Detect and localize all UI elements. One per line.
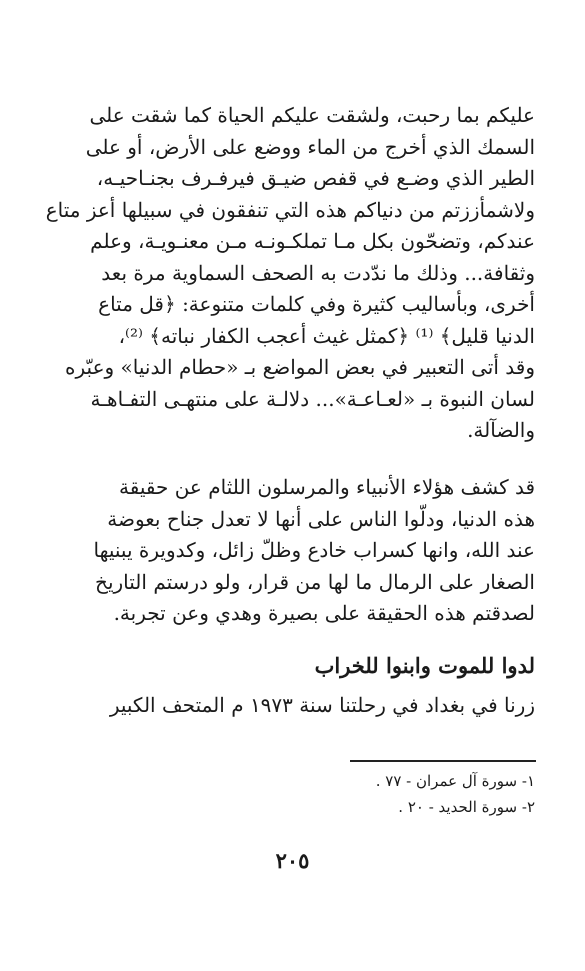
text-line: هذه الدنيا، ودلّوا الناس على أنها لا تعدل جناح بعوضة xyxy=(107,506,535,531)
paragraph-3: زرنا في بغداد في رحلتنا سنة ١٩٧٣ م المتحف الكبير xyxy=(109,693,535,717)
text-line: عندكم، وتضحّون بكل مـا تملكـونـه مـن معنـويـة، وعلم xyxy=(90,229,535,253)
paragraph-1 xyxy=(45,100,535,447)
paragraph-2 xyxy=(95,472,535,630)
text-line: وقد أتى التعبير في بعض المواضع بـ «حطام الدنيا» وعبّره xyxy=(65,355,535,379)
text-line: لصدقتم هذه الحقيقة على بصيرة وهدي وعن تجربة. xyxy=(113,601,535,625)
text-line: وثقافة... وذلك ما ندّدت به الصحف السماوية مرة بعد xyxy=(101,260,535,285)
footnote-item: ١- سورة آل عمران - ٧٧ . xyxy=(375,772,535,790)
text-line: ولاشمأززتم من دنياكم هذه التي تنفقون في سبيلها أعز متاع xyxy=(45,197,535,222)
text-line: والضآلة. xyxy=(467,418,535,442)
section-heading: لدوا للموت وابنوا للخراب xyxy=(314,653,535,678)
text-line: أخرى، وبأساليب كثيرة وفي كلمات متنوعة: ﴿قل متاع xyxy=(98,292,535,316)
text-line: لسان النبوة بـ «لعـاعـة»... دلالـة على منتهـى التفـاهـة xyxy=(90,386,535,411)
text-line: قد كشف هؤلاء الأنبياء والمرسلون اللثام عن حقيقة xyxy=(118,475,535,499)
text-line: الصغار على الرمال ما لها من قرار، ولو درستم التاريخ xyxy=(95,569,535,594)
footnote-divider xyxy=(350,760,536,762)
footnotes xyxy=(235,768,535,820)
text-line: عليكم بما رحبت، ولشقت عليكم الحياة كما شقت على xyxy=(89,103,535,127)
footnote-item: ٢- سورة الحديد - ٢٠ . xyxy=(398,798,535,816)
text-line: الطير الذي وضـع في قفص ضيـق فيرفـرف بجنـاحيـه، xyxy=(96,166,535,190)
text-line: السمك الذي أخرج من الماء ووضع على الأرض، أو على xyxy=(85,134,535,159)
page-number: ٢٠٥ xyxy=(275,848,310,873)
text-line: الدنيا قليل﴾ ⁽¹⁾ ﴿كمثل غيث أعجب الكفار نباته﴾ ⁽²⁾، xyxy=(118,323,535,348)
text-line: عند الله، وانها كسراب خادع وظلّ زائل، وكدويرة يبنيها xyxy=(93,538,535,562)
